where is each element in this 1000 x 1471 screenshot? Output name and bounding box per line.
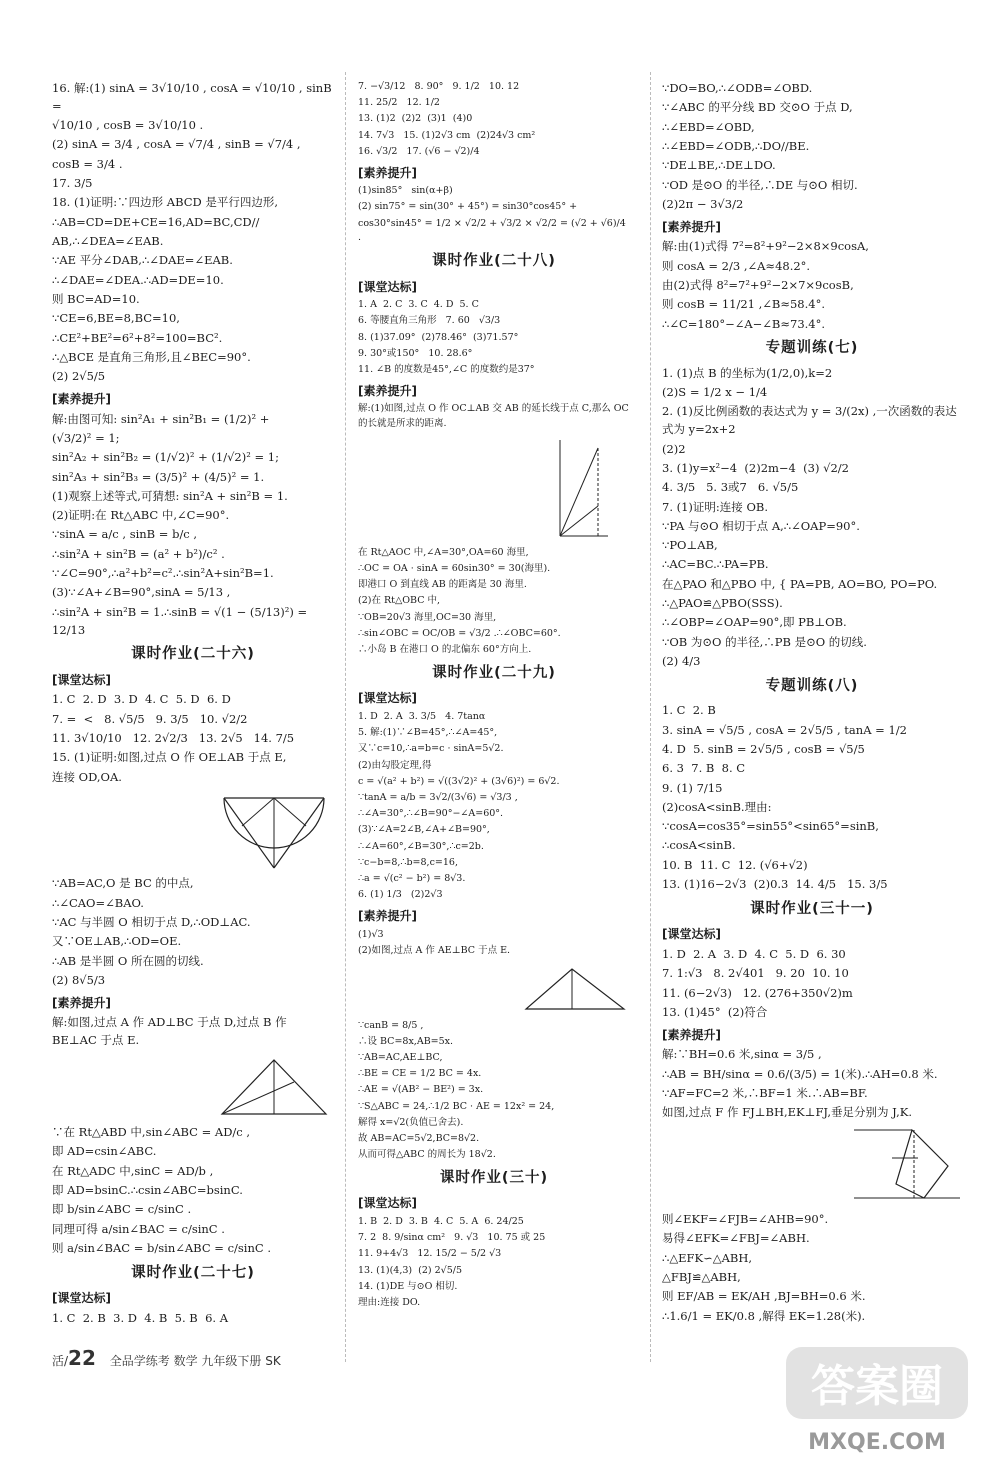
answer-line: 则∠EKF=∠FJB=∠AHB=90°. bbox=[662, 1212, 829, 1227]
answer-line: AB,∴∠DEA=∠EAB. bbox=[52, 234, 164, 248]
answer-line: 解:∵BH=0.6 米,sinα = 3/5 , bbox=[662, 1047, 822, 1062]
answer-line: 则 EF/AB = EK/AH ,BJ=BH=0.6 米. bbox=[662, 1289, 866, 1304]
answer-line: 则 a/sin∠BAC = b/sin∠ABC = c/sinC . bbox=[52, 1240, 271, 1255]
answer-line: sin²A₂ + sin²B₂ = (1/√2)² + (1/√2)² = 1; bbox=[52, 450, 279, 465]
answer-line: 13. (1)16−2√3 (2)0.3 14. 4/5 15. 3/5 bbox=[662, 877, 888, 892]
watermark-text: 答案圈 bbox=[811, 1361, 943, 1412]
answer-line: 由(2)式得 8²=7²+9²−2×7×9cosB, bbox=[662, 277, 854, 292]
answer-line: △FBJ≌△ABH, bbox=[662, 1270, 741, 1284]
answer-line: 即 AD=bsinC.∴csin∠ABC=bsinC. bbox=[52, 1183, 243, 1197]
answer-line: ∵PO⊥AB, bbox=[662, 538, 718, 553]
answer-line: (2)S = 1/2 x − 1/4 bbox=[662, 385, 768, 400]
answer-line: 16. 解:(1) sinA = 3√10/10 , cosA = √10/10 , sinB = bbox=[52, 81, 336, 113]
answer-line: 易得∠EFK=∠FBJ=∠ABH. bbox=[662, 1231, 810, 1246]
answer-line: (2) sinA = 3/4 , cosA = √7/4 , sinB = √7/4 , bbox=[52, 137, 301, 152]
answer-line: (2)在 Rt△OBC 中, bbox=[358, 595, 441, 607]
column-2 bbox=[358, 80, 630, 1312]
answer-line: 14. (1)DE 与⊙O 相切. bbox=[358, 1280, 458, 1292]
answer-line: 7. = < 8. √5/5 9. 3/5 10. √2/2 bbox=[52, 711, 248, 726]
answer-line: 1. D 2. A 3. 3/5 4. 7tanα bbox=[358, 710, 486, 722]
answer-line: cosB = 3/4 . bbox=[52, 156, 123, 171]
answer-line: ∵AB=AC,AE⊥BC, bbox=[358, 1051, 443, 1063]
section-tag: [课堂达标] bbox=[52, 672, 111, 687]
section-tag: [素养提升] bbox=[662, 219, 721, 234]
answer-line: ∵AC 与半圆 O 相切于点 D,∴OD⊥AC. bbox=[52, 915, 251, 930]
answer-line: ∴∠A=30°,∴∠B=90°−∠A=60°. bbox=[358, 808, 504, 820]
answer-line: 4. 3/5 5. 3或7 6. √5/5 bbox=[662, 480, 799, 495]
section-tag: [素养提升] bbox=[52, 995, 111, 1010]
answer-line: 从而可得△ABC 的周长为 18√2. bbox=[358, 1149, 496, 1161]
answer-line: 理由:连接 DO. bbox=[358, 1297, 421, 1309]
answer-line: 则 cosA = 2/3 ,∠A≈48.2°. bbox=[662, 258, 811, 273]
page-number: 22 bbox=[68, 1346, 96, 1370]
answer-line: 在△PAO 和△PBO 中, { PA=PB, AO=BO, PO=PO. bbox=[662, 576, 938, 591]
answer-line: 13. (1)2 (2)2 (3)1 (4)0 bbox=[358, 113, 473, 125]
answer-line: ∴∠A=60°,∠B=30°,∴c=2b. bbox=[358, 840, 484, 852]
answer-line: ∵S△ABC = 24,∴1/2 BC · AE = 12x² = 24, bbox=[358, 1100, 555, 1112]
column-1 bbox=[52, 80, 334, 1329]
answer-line: 1. B 2. D 3. B 4. C 5. A 6. 24/25 bbox=[358, 1216, 524, 1228]
answer-line: ∵c−b=8,∴b=8,c=16, bbox=[358, 856, 458, 868]
answer-line: ∵DO=BO,∴∠ODB=∠OBD. bbox=[662, 81, 813, 95]
answer-line: (2) 2√5/5 bbox=[52, 369, 106, 384]
answer-line: 在 Rt△ADC 中,sinC = AD/b , bbox=[52, 1163, 214, 1178]
answer-line: √10/10 , cosB = 3√10/10 . bbox=[52, 118, 204, 133]
answer-line: 则 BC=AD=10. bbox=[52, 291, 140, 306]
section-tag: [素养提升] bbox=[358, 165, 417, 180]
answer-line: ∵在 Rt△ABD 中,sin∠ABC = AD/c , bbox=[52, 1125, 251, 1140]
answer-line: 18. (1)证明:∵四边形 ABCD 是平行四边形, bbox=[52, 195, 279, 210]
answer-line: (2)证明:在 Rt△ABC 中,∠C=90°. bbox=[52, 508, 230, 523]
answer-line: ∵∠C=90°,∴a²+b²=c².∴sin²A+sin²B=1. bbox=[52, 566, 274, 581]
answer-line: ∴设 BC=8x,AB=5x. bbox=[358, 1035, 454, 1047]
answer-line: ∵sinA = a/c , sinB = b/c , bbox=[52, 527, 198, 542]
answer-line: 1. D 2. A 3. D 4. C 5. D 6. 30 bbox=[662, 946, 846, 961]
answer-line: 故 AB=AC=5√2,BC=8√2. bbox=[358, 1133, 480, 1145]
answer-line: 7. 2 8. 9/sinα cm² 9. √3 10. 75 或 25 bbox=[358, 1232, 546, 1244]
answer-line: ∵∠ABC 的平分线 BD 交⊙O 于点 D, bbox=[662, 100, 853, 115]
answer-line: ∴sin²A + sin²B = (a² + b²)/c² . bbox=[52, 546, 225, 561]
answer-line: ∴△EFK∽△ABH, bbox=[662, 1250, 753, 1265]
answer-line: 解:由(1)式得 7²=8²+9²−2×8×9cosA, bbox=[662, 239, 869, 254]
watermark-url: MXQE.COM bbox=[808, 1430, 946, 1455]
column-divider bbox=[345, 72, 346, 1362]
answer-line: 又∵c=10,∴a=b=c · sinA=5√2. bbox=[358, 743, 504, 755]
answer-line: (√3/2)² = 1; bbox=[52, 430, 120, 445]
answer-line: 3. sinA = √5/5 , cosA = 2√5/5 , tanA = 1/2 bbox=[662, 722, 907, 737]
book-name: 全品学练考 bbox=[109, 1354, 170, 1368]
answer-line: ∵tanA = a/b = 3√2/(3√6) = √3/3 , bbox=[358, 791, 518, 803]
edition: SK bbox=[265, 1354, 281, 1368]
page-footer bbox=[52, 1346, 281, 1370]
figure-ramp bbox=[852, 1124, 962, 1209]
answer-line: ∴AB 是半圆 O 所在圆的切线. bbox=[52, 953, 204, 968]
answer-line: 9. (1) 7/15 bbox=[662, 780, 723, 795]
answer-line: 4. D 5. sinB = 2√5/5 , cosB = √5/5 bbox=[662, 741, 865, 756]
answer-line: (1)观察上述等式,可猜想: sin²A + sin²B = 1. bbox=[52, 488, 288, 503]
section-tag: [素养提升] bbox=[358, 383, 417, 398]
answer-line: 又∵OE⊥AB,∴OD=OE. bbox=[52, 934, 182, 949]
answer-line: ∵canB = 8/5 , bbox=[358, 1019, 424, 1031]
answer-line: ∴OC = OA · sinA = 60sin30° = 30(海里). bbox=[358, 562, 551, 574]
answer-line: ∴△PAO≌△PBO(SSS). bbox=[662, 596, 783, 611]
answer-line: ∴CE²+BE²=6²+8²=100=BC². bbox=[52, 330, 223, 345]
footer-prefix: 活/ bbox=[52, 1354, 69, 1368]
answer-line: ∴小岛 B 在港口 O 的北偏东 60°方向上. bbox=[358, 644, 532, 656]
answer-line: 11. 3√10/10 12. 2√2/3 13. 2√5 14. 7/5 bbox=[52, 731, 295, 746]
subject: 数学 bbox=[173, 1354, 198, 1368]
section-tag: [素养提升] bbox=[662, 1027, 721, 1042]
answer-line: 即 AD=csin∠ABC. bbox=[52, 1144, 157, 1159]
answer-line: ∴∠C=180°−∠A−∠B≈73.4°. bbox=[662, 316, 826, 331]
section-heading: 课时作业(三十) bbox=[439, 1169, 549, 1186]
section-tag: [课堂达标] bbox=[662, 927, 721, 942]
answer-line: 9. 30°或150° 10. 28.6° bbox=[358, 347, 473, 359]
answer-line: ∴AB = BH/sinα = 0.6/(3/5) = 1(米).∴AH=0.8 米. bbox=[662, 1066, 938, 1081]
answer-line: ∵CE=6,BE=8,BC=10, bbox=[52, 311, 180, 326]
column-3 bbox=[662, 80, 962, 1327]
answer-line: c = √(a² + b²) = √((3√2)² + (3√6)²) = 6√2. bbox=[358, 775, 560, 787]
answer-line: 7. −√3/12 8. 90° 9. 1/2 10. 12 bbox=[358, 81, 520, 92]
section-tag: [课堂达标] bbox=[52, 1291, 111, 1306]
answer-line: (2)如图,过点 A 作 AE⊥BC 于点 E. bbox=[358, 944, 511, 956]
answer-line: 7. 1:√3 8. 2√401 9. 20 10. 10 bbox=[662, 966, 849, 981]
answer-line: 解:如图,过点 A 作 AD⊥BC 于点 D,过点 B 作 BE⊥AC 于点 E. bbox=[52, 1015, 291, 1048]
section-tag: [课堂达标] bbox=[358, 279, 417, 294]
answer-line: 8. (1)37.09° (2)78.46° (3)71.57° bbox=[358, 331, 519, 343]
answer-line: ∵OB 为⊙O 的半径,∴PB 是⊙O 的切线. bbox=[662, 634, 867, 649]
answer-line: ∴a = √(c² − b²) = 8√3. bbox=[358, 873, 466, 885]
answer-line: 1. C 2. B 3. D 4. B 5. B 6. A bbox=[52, 1310, 228, 1325]
section-heading: 专题训练(八) bbox=[765, 677, 859, 694]
figure-isosceles bbox=[520, 961, 630, 1017]
answer-line: 3. (1)y=x²−4 (2)2m−4 (3) √2/2 bbox=[662, 460, 849, 475]
answer-line: 11. ∠B 的度数是45°,∠C 的度数约是37° bbox=[358, 364, 535, 375]
answer-line: ∴∠DAE=∠DEA.∴AD=DE=10. bbox=[52, 272, 224, 287]
answer-line: ∴AB=CD=DE+CE=16,AD=BC,CD// bbox=[52, 214, 260, 229]
answer-line: ∴AC=BC.∴PA=PB. bbox=[662, 557, 769, 572]
answer-line: (1)√3 bbox=[358, 928, 384, 940]
answer-line: ∵AF=FC=2 米,∴BF=1 米.∴AB=BF. bbox=[662, 1085, 868, 1100]
answer-line: ∴△BCE 是直角三角形,且∠BEC=90°. bbox=[52, 349, 251, 364]
answer-line: ∵PA 与⊙O 相切于点 A,∴∠OAP=90°. bbox=[662, 518, 860, 533]
column-divider bbox=[650, 72, 651, 1362]
section-tag: [素养提升] bbox=[358, 908, 417, 923]
answer-line: 13. (1)45° (2)符合 bbox=[662, 1004, 768, 1019]
answer-line: 即 b/sin∠ABC = c/sinC . bbox=[52, 1202, 192, 1217]
answer-line: (2)cosA<sinB.理由: bbox=[662, 799, 772, 814]
grade: 九年级下册 bbox=[201, 1354, 262, 1368]
answer-line: 解:(1)如图,过点 O 作 OC⊥AB 交 AB 的延长线于点 C,那么 OC 的长就是所求的距离. bbox=[358, 403, 632, 430]
answer-line: (2)2π − 3√3/2 bbox=[662, 196, 744, 211]
watermark-logo bbox=[782, 1341, 972, 1461]
answer-line: 2. (1)反比例函数的表达式为 y = 3/(2x) ,一次函数的表达式为 y=2x+2 bbox=[662, 404, 957, 437]
section-heading: 课时作业(二十七) bbox=[131, 1264, 255, 1281]
answer-line: 解得 x=√2(负值已舍去). bbox=[358, 1116, 464, 1128]
answer-line: 连接 OD,OA. bbox=[52, 769, 122, 784]
answer-line: (2) sin75° = sin(30° + 45°) = sin30°cos45° + bbox=[358, 201, 578, 213]
answer-line: 11. 9+4√3 12. 15/2 − 5/2 √3 bbox=[358, 1248, 502, 1260]
answer-line: ∴sin∠OBC = OC/OB = √3/2 .∴∠OBC=60°. bbox=[358, 627, 561, 639]
answer-line: 在 Rt△AOC 中,∠A=30°,OA=60 海里, bbox=[358, 546, 529, 558]
section-tag: [课堂达标] bbox=[358, 691, 417, 706]
answer-line: ∴1.6/1 = EK/0.8 ,解得 EK=1.28(米). bbox=[662, 1308, 866, 1323]
answer-line: 15. (1)证明:如图,过点 O 作 OE⊥AB 于点 E, bbox=[52, 750, 287, 765]
answer-line: 即港口 O 到直线 AB 的距离是 30 海里. bbox=[358, 579, 527, 591]
answer-line: ∴∠CAO=∠BAO. bbox=[52, 895, 144, 910]
answer-line: 13. (1)(4,3) (2) 2√5/5 bbox=[358, 1264, 463, 1276]
answer-line: ∵DE⊥BE,∴DE⊥DO. bbox=[662, 158, 776, 173]
answer-line: ∴AE = √(AB² − BE²) = 3x. bbox=[358, 1084, 484, 1096]
figure-bearing bbox=[550, 434, 630, 544]
answer-line: (2) 8√5/3 bbox=[52, 973, 106, 988]
answer-line: ∵OD 是⊙O 的半径,∴DE 与⊙O 相切. bbox=[662, 177, 858, 192]
answer-line: 6. 3 7. B 8. C bbox=[662, 761, 746, 776]
answer-line: (3)∵∠A+∠B=90°,sinA = 5/13 , bbox=[52, 585, 231, 600]
answer-line: ∵cosA=cos35°=sin55°<sin65°=sinB, bbox=[662, 819, 879, 834]
answer-line: ∴∠EBD=∠ODB,∴DO//BE. bbox=[662, 138, 810, 153]
section-tag: [课堂达标] bbox=[358, 1196, 417, 1211]
section-tag: [素养提升] bbox=[52, 392, 111, 406]
figure-semicircle bbox=[214, 788, 334, 873]
answer-line: (3)∵∠A=2∠B,∠A+∠B=90°, bbox=[358, 824, 490, 836]
answer-line: 7. (1)证明:连接 OB. bbox=[662, 499, 768, 514]
answer-line: 6. (1) 1/3 (2)2√3 bbox=[358, 889, 443, 901]
answer-line: ∴∠EBD=∠OBD, bbox=[662, 119, 755, 134]
answer-line: 1. (1)点 B 的坐标为(1/2,0),k=2 bbox=[662, 365, 833, 380]
answer-line: 16. √3/2 17. (√6 − √2)/4 bbox=[358, 145, 480, 157]
answer-line: ∴cosA<sinB. bbox=[662, 838, 736, 853]
answer-line: 1. A 2. C 3. C 4. D 5. C bbox=[358, 299, 479, 311]
answer-line: ∵AB=AC,O 是 BC 的中点, bbox=[52, 876, 194, 891]
answer-line: 11. 25/2 12. 1/2 bbox=[358, 97, 440, 109]
section-heading: 课时作业(三十一) bbox=[750, 900, 874, 917]
answer-line: 同理可得 a/sin∠BAC = c/sinC . bbox=[52, 1221, 225, 1236]
answer-line: 5. 解:(1)∵∠B=45°,∴∠A=45°, bbox=[358, 727, 498, 739]
answer-line: 17. 3/5 bbox=[52, 176, 93, 191]
section-heading: 课时作业(二十八) bbox=[432, 253, 556, 270]
answer-line: 10. B 11. C 12. (√6+√2) bbox=[662, 857, 808, 872]
answer-line: ∵AE 平分∠DAB,∴∠DAE=∠EAB. bbox=[52, 253, 233, 268]
answer-line: sin²A₃ + sin²B₃ = (3/5)² + (4/5)² = 1. bbox=[52, 469, 265, 484]
answer-line: ∴BE = CE = 1/2 BC = 4x. bbox=[358, 1068, 482, 1080]
section-heading: 课时作业(二十六) bbox=[131, 646, 255, 663]
answer-line: (1)sin85° sin(α+β) bbox=[358, 185, 453, 197]
answer-line: 则 cosB = 11/21 ,∠B≈58.4°. bbox=[662, 297, 826, 312]
answer-line: cos30°sin45° = 1/2 × √2/2 + √3/2 × √2/2 = (√2 + √6)/4 . bbox=[358, 217, 629, 244]
answer-line: ∴sin²A + sin²B = 1.∴sinB = √(1 − (5/13)²) = 12/13 bbox=[52, 604, 311, 637]
answer-line: 1. C 2. B bbox=[662, 703, 716, 718]
answer-line: (2) 4/3 bbox=[662, 654, 701, 668]
answer-line: 14. 7√3 15. (1)2√3 cm (2)24√3 cm² bbox=[358, 129, 536, 141]
answer-line: 如图,过点 F 作 FJ⊥BH,EK⊥FJ,垂足分别为 J,K. bbox=[662, 1105, 913, 1120]
answer-line: ∵OB=20√3 海里,OC=30 海里, bbox=[358, 611, 497, 623]
section-heading: 专题训练(七) bbox=[765, 340, 859, 357]
answer-line: ∴∠OBP=∠OAP=90°,即 PB⊥OB. bbox=[662, 615, 847, 630]
answer-line: 1. C 2. D 3. D 4. C 5. D 6. D bbox=[52, 692, 231, 707]
answer-line: (2)2 bbox=[662, 441, 686, 456]
answer-line: 11. (6−2√3) 12. (276+350√2)m bbox=[662, 985, 853, 1000]
answer-line: 解:由图可知: sin²A₁ + sin²B₁ = (1/2)² + bbox=[52, 411, 270, 426]
answer-line: (2)由勾股定理,得 bbox=[358, 759, 432, 771]
figure-triangle bbox=[214, 1052, 334, 1122]
answer-line: 6. 等腰直角三角形 7. 60 √3/3 bbox=[358, 315, 501, 327]
section-heading: 课时作业(二十九) bbox=[432, 664, 556, 681]
